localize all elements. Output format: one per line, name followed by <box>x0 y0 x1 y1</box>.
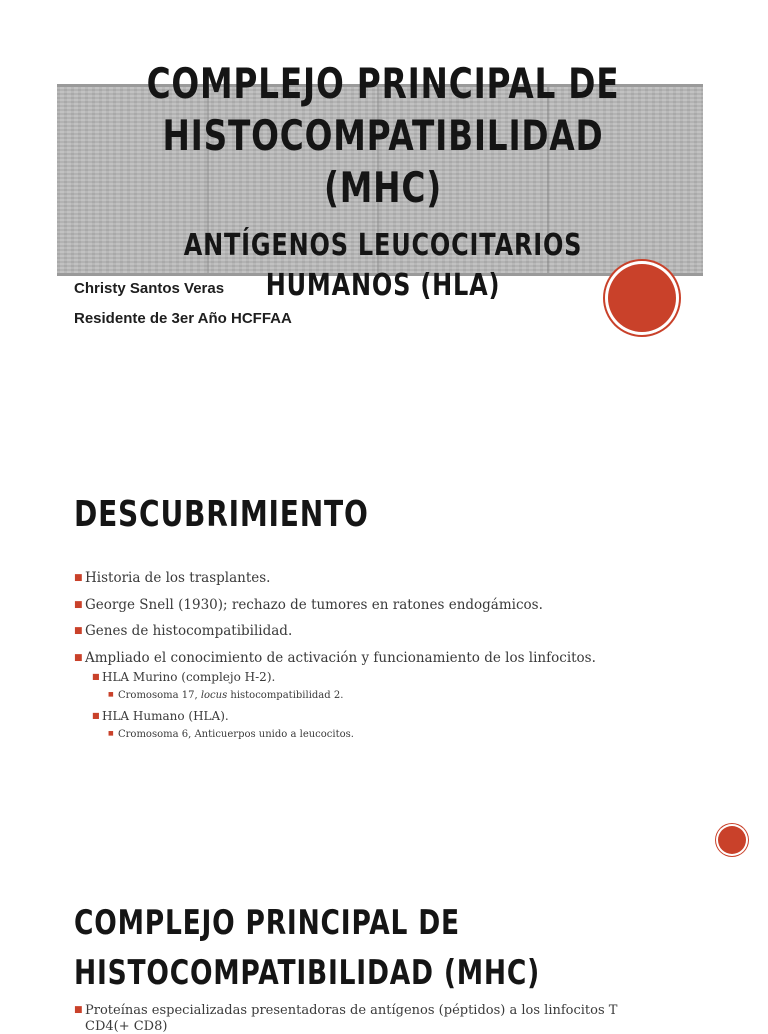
square-bullet-icon: ■ <box>74 653 83 663</box>
main-title-line2: HISTOCOMPATIBILIDAD (MHC) <box>162 111 604 212</box>
subtitle: ANTÍGENOS LEUCOCITARIOS HUMANOS (HLA) <box>183 228 583 303</box>
section-title-line2: HISTOCOMPATIBILIDAD (MHC) <box>74 953 541 993</box>
author-name: Christy Santos Veras <box>74 280 225 297</box>
square-bullet-icon: ■ <box>92 672 100 681</box>
main-title-line1: COMPLEJO PRINCIPAL DE <box>146 59 620 108</box>
list-item: ■ Proteínas especializadas presentadoras de antígenos (péptidos) a los linfocitos T <box>74 1003 618 1018</box>
square-bullet-icon: ■ <box>108 730 114 737</box>
list-subsubitem: ■ Cromosoma 17, locus histocompatibilidad 2. <box>108 690 344 701</box>
list-subsubitem: ■ Cromosoma 6, Anticuerpos unido a leucocitos. <box>108 729 354 740</box>
list-item-continuation: CD4(+ CD8) <box>85 1019 168 1034</box>
author-role: Residente de 3er Año HCFFAA <box>74 310 292 327</box>
section-title-descubrimiento: DESCUBRIMIENTO <box>74 494 369 535</box>
list-item: ■ George Snell (1930); rechazo de tumores en ratones endogámicos. <box>74 597 543 613</box>
list-subitem: ■ HLA Murino (complejo H-2). <box>92 670 276 684</box>
red-circle-decoration <box>608 264 676 332</box>
section-title-line1: COMPLEJO PRINCIPAL DE <box>74 903 460 943</box>
square-bullet-icon: ■ <box>74 573 83 583</box>
square-bullet-icon: ■ <box>92 711 100 720</box>
list-item: ■ Genes de histocompatibilidad. <box>74 623 293 639</box>
square-bullet-icon: ■ <box>74 626 83 636</box>
list-item: ■ Ampliado el conocimiento de activación y funcionamiento de los linfocitos. <box>74 650 596 666</box>
square-bullet-icon: ■ <box>74 1005 83 1015</box>
section-title-mhc <box>74 898 540 998</box>
list-item: ■ Historia de los trasplantes. <box>74 570 271 586</box>
square-bullet-icon: ■ <box>108 691 114 698</box>
square-bullet-icon: ■ <box>74 600 83 610</box>
list-subitem: ■ HLA Humano (HLA). <box>92 709 229 723</box>
red-circle-decoration <box>718 826 746 854</box>
main-title <box>131 58 635 214</box>
